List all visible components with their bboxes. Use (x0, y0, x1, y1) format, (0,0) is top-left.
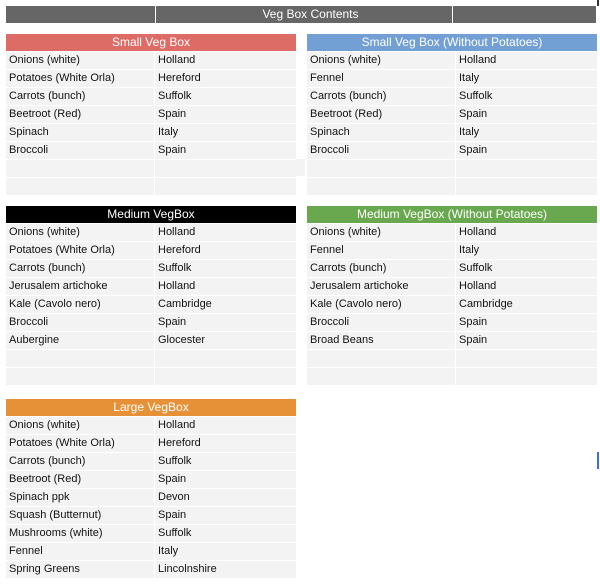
table-row (307, 178, 597, 196)
box-header-small-no-potatoes[interactable] (307, 34, 597, 51)
vegetable-cell[interactable]: Carrots (bunch) (6, 88, 155, 105)
vegetable-cell[interactable]: Broccoli (6, 142, 155, 159)
vegetable-cell[interactable]: Carrots (bunch) (307, 260, 456, 277)
origin-cell[interactable]: Spain (459, 334, 488, 346)
origin-cell[interactable] (155, 368, 296, 385)
box-rows (307, 224, 597, 386)
table-row (6, 507, 296, 525)
vegetable-cell[interactable]: Mushrooms (white) (6, 525, 155, 542)
origin-cell[interactable] (155, 350, 296, 367)
vegetable-cell[interactable]: Spinach (6, 124, 155, 141)
vegetable-cell[interactable]: Broccoli (307, 314, 456, 331)
origin-cell[interactable] (456, 178, 597, 195)
vegetable-cell[interactable]: Beetroot (Red) (6, 106, 155, 123)
vegetable-cell[interactable]: Potatoes (White Orla) (6, 435, 155, 452)
empty-spacer-cell[interactable] (296, 159, 305, 176)
table-row (6, 368, 296, 386)
vegetable-cell[interactable]: Onions (white) (307, 224, 456, 241)
vegetable-cell[interactable]: Broccoli (6, 314, 155, 331)
box-header-medium[interactable] (6, 206, 296, 223)
origin-cell[interactable]: Hereford (158, 437, 201, 449)
selection-cursor (597, 452, 599, 469)
vegetable-cell[interactable]: Onions (white) (6, 52, 155, 69)
origin-cell[interactable]: Italy (459, 244, 480, 256)
vegetable-cell[interactable] (307, 160, 456, 177)
table-row (6, 435, 296, 453)
origin-cell[interactable]: Spain (459, 316, 488, 328)
box-title: Small Veg Box (Without Potatoes) (361, 35, 543, 49)
vegetable-cell[interactable] (6, 368, 155, 385)
origin-cell[interactable]: Suffolk (459, 262, 493, 274)
origin-cell[interactable]: Holland (459, 280, 497, 292)
table-row (6, 52, 296, 70)
vegetable-cell[interactable]: Broad Beans (307, 332, 456, 349)
box-rows (6, 224, 296, 386)
box-header-medium-no-potatoes[interactable] (307, 206, 597, 223)
vegetable-cell[interactable]: Aubergine (6, 332, 155, 349)
box-header-small[interactable] (6, 34, 296, 51)
medium-veg-box-without-potatoes (307, 206, 597, 386)
table-row (6, 332, 296, 350)
vegetable-cell[interactable] (307, 178, 456, 195)
medium-veg-box (6, 206, 296, 386)
origin-cell[interactable] (456, 350, 597, 367)
vegetable-cell[interactable]: Carrots (bunch) (307, 88, 456, 105)
table-row (307, 350, 597, 368)
table-row (307, 278, 597, 296)
table-row (6, 260, 296, 278)
origin-cell[interactable]: Spain (459, 144, 488, 156)
origin-cell[interactable]: Suffolk (158, 262, 192, 274)
vegetable-cell[interactable]: Kale (Cavolo nero) (307, 296, 456, 313)
table-row (307, 70, 597, 88)
origin-cell[interactable] (155, 160, 296, 177)
table-row (6, 543, 296, 561)
vegetable-cell[interactable]: Potatoes (White Orla) (6, 70, 155, 87)
table-row (6, 296, 296, 314)
vegetable-cell[interactable]: Beetroot (Red) (6, 471, 155, 488)
origin-cell[interactable]: Holland (158, 419, 196, 431)
vegetable-cell[interactable] (6, 160, 155, 177)
table-row (6, 350, 296, 368)
box-rows (6, 52, 296, 196)
origin-cell[interactable]: Suffolk (459, 90, 493, 102)
origin-cell[interactable]: Cambridge (459, 298, 513, 310)
origin-cell[interactable]: Spain (158, 509, 187, 521)
table-row (307, 314, 597, 332)
sheet-edge-marker (597, 0, 599, 6)
vegetable-cell[interactable] (307, 368, 456, 385)
vegetable-cell[interactable]: Onions (white) (307, 52, 456, 69)
box-header-large[interactable] (6, 399, 296, 416)
origin-cell[interactable]: Lincolnshire (158, 563, 217, 575)
table-row (307, 160, 597, 178)
vegetable-cell[interactable]: Jerusalem artichoke (6, 278, 155, 295)
table-row (6, 70, 296, 88)
table-row (6, 278, 296, 296)
vegetable-cell[interactable]: Fennel (6, 543, 155, 560)
origin-cell[interactable]: Spain (158, 316, 187, 328)
origin-cell[interactable]: Holland (158, 280, 196, 292)
origin-cell[interactable]: Suffolk (158, 90, 192, 102)
table-row (6, 160, 296, 178)
origin-cell[interactable]: Hereford (158, 72, 201, 84)
origin-cell[interactable]: Hereford (158, 244, 201, 256)
vegetable-cell[interactable]: Squash (Butternut) (6, 507, 155, 524)
table-row (6, 224, 296, 242)
origin-cell[interactable] (456, 368, 597, 385)
table-row (307, 242, 597, 260)
box-title: Large VegBox (113, 400, 189, 414)
table-row (307, 224, 597, 242)
origin-cell[interactable] (456, 160, 597, 177)
table-row (307, 124, 597, 142)
table-row (6, 124, 296, 142)
origin-cell[interactable]: Suffolk (158, 527, 192, 539)
origin-cell[interactable]: Italy (459, 126, 480, 138)
vegetable-cell[interactable]: Onions (white) (6, 417, 155, 434)
origin-cell[interactable]: Holland (459, 54, 497, 66)
small-veg-box-without-potatoes (307, 34, 597, 196)
table-row (6, 106, 296, 124)
origin-cell[interactable]: Holland (459, 226, 497, 238)
vegetable-cell[interactable] (307, 350, 456, 367)
table-row (6, 178, 296, 196)
vegetable-cell[interactable]: Broccoli (307, 142, 456, 159)
table-row (6, 242, 296, 260)
origin-cell[interactable] (155, 178, 296, 195)
table-row (6, 314, 296, 332)
origin-cell[interactable]: Italy (158, 126, 179, 138)
vegetable-cell[interactable]: Spinach (307, 124, 456, 141)
vegetable-cell[interactable]: Fennel (307, 242, 456, 259)
table-row (307, 296, 597, 314)
origin-cell[interactable]: Spain (158, 144, 187, 156)
table-row (6, 142, 296, 160)
large-veg-box (6, 399, 296, 579)
vegetable-cell[interactable]: Beetroot (Red) (307, 106, 456, 123)
table-row (6, 453, 296, 471)
sheet-title: Veg Box Contents (262, 7, 359, 21)
vegetable-cell[interactable]: Fennel (307, 70, 456, 87)
origin-cell[interactable]: Cambridge (158, 298, 212, 310)
vegetable-cell[interactable]: Spring Greens (6, 561, 155, 578)
origin-cell[interactable]: Devon (158, 491, 190, 503)
box-rows (307, 52, 597, 196)
sheet-title-bar (6, 6, 596, 23)
origin-cell[interactable]: Spain (158, 473, 187, 485)
table-row (307, 368, 597, 386)
table-row (307, 260, 597, 278)
table-row (6, 417, 296, 435)
origin-cell[interactable]: Suffolk (158, 455, 192, 467)
origin-cell[interactable]: Italy (158, 545, 179, 557)
vegetable-cell[interactable]: Carrots (bunch) (6, 453, 155, 470)
origin-cell[interactable]: Holland (158, 226, 196, 238)
table-row (6, 471, 296, 489)
vegetable-cell[interactable]: Kale (Cavolo nero) (6, 296, 155, 313)
box-rows (6, 417, 296, 579)
table-row (307, 142, 597, 160)
table-row (6, 561, 296, 579)
table-row (6, 88, 296, 106)
table-row (307, 332, 597, 350)
title-bar-cell-left[interactable] (6, 6, 156, 23)
small-veg-box (6, 34, 296, 196)
vegetable-cell[interactable] (6, 178, 155, 195)
vegetable-cell[interactable]: Carrots (bunch) (6, 260, 155, 277)
table-row (307, 88, 597, 106)
box-title: Medium VegBox (Without Potatoes) (356, 207, 548, 221)
box-title: Small Veg Box (111, 35, 191, 49)
vegetable-cell[interactable] (6, 350, 155, 367)
vegetable-cell[interactable]: Jerusalem artichoke (307, 278, 456, 295)
origin-cell[interactable]: Spain (459, 108, 488, 120)
table-row (307, 52, 597, 70)
origin-cell[interactable]: Italy (459, 72, 480, 84)
origin-cell[interactable]: Glocester (158, 334, 206, 346)
vegetable-cell[interactable]: Onions (white) (6, 224, 155, 241)
origin-cell[interactable]: Spain (158, 108, 187, 120)
vegetable-cell[interactable]: Spinach ppk (6, 489, 155, 506)
table-row (6, 489, 296, 507)
box-title: Medium VegBox (107, 207, 195, 221)
table-row (307, 106, 597, 124)
origin-cell[interactable]: Holland (158, 54, 196, 66)
vegetable-cell[interactable]: Potatoes (White Orla) (6, 242, 155, 259)
table-row (6, 525, 296, 543)
